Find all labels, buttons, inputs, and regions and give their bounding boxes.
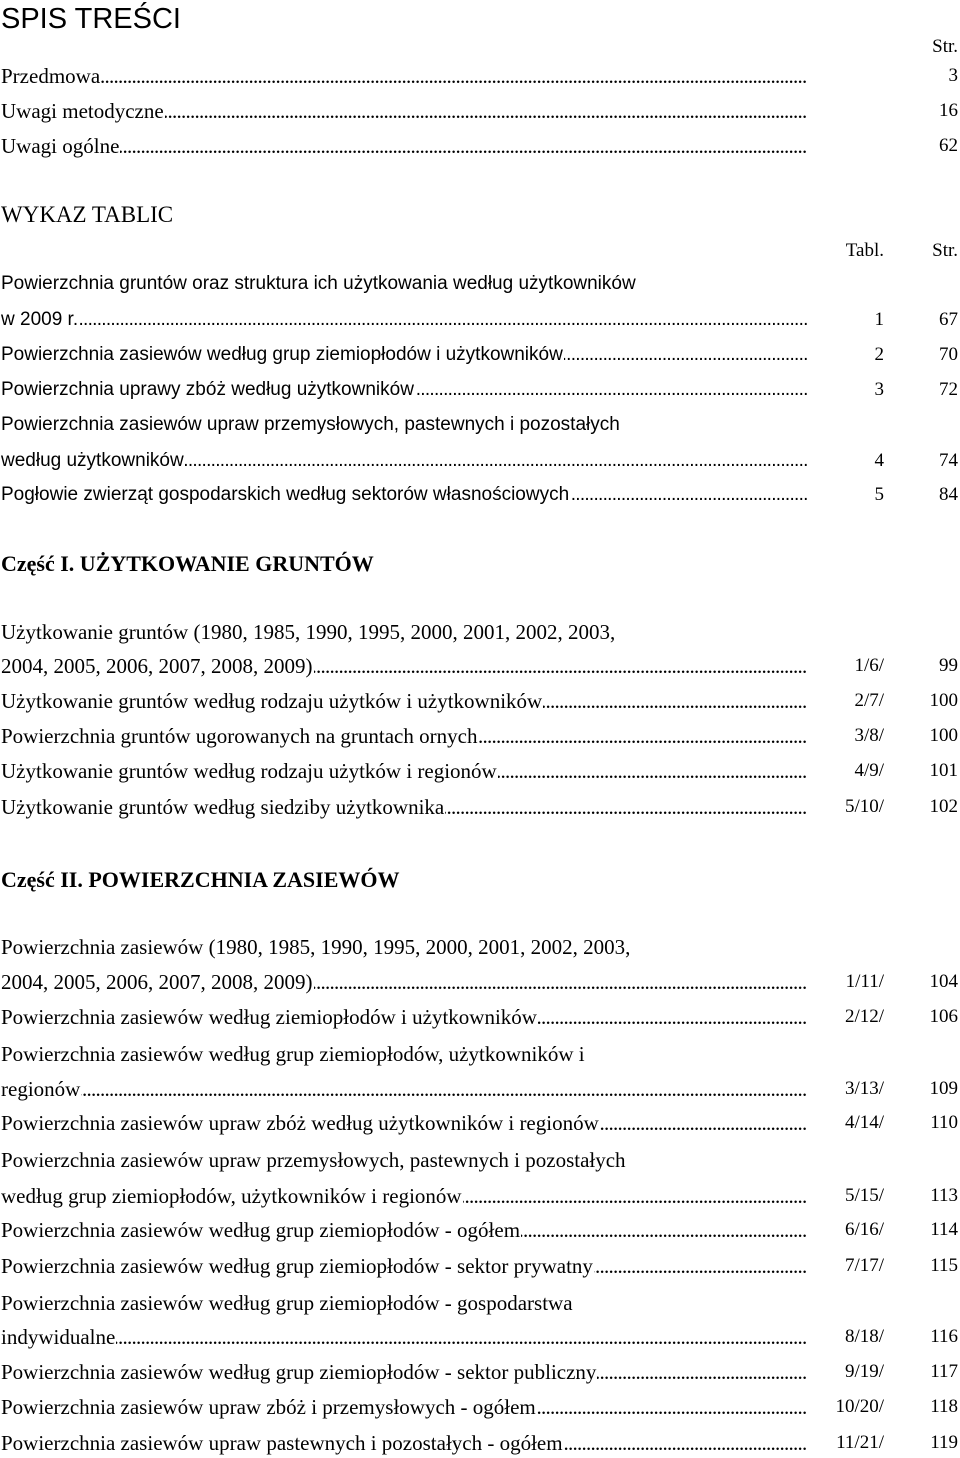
toc-entry-label: Uwagi ogólne — [1, 134, 120, 158]
toc-entry[interactable] — [0, 1108, 960, 1138]
toc-entry-label: Powierzchnia zasiewów (1980, 1985, 1990, 1995, 2000, 2001, 2002, 2003, — [1, 935, 631, 959]
toc-entry-line[interactable] — [0, 1145, 960, 1175]
front-header-row — [0, 32, 960, 62]
toc-entry-line[interactable] — [0, 1288, 960, 1318]
toc-entry[interactable] — [0, 1002, 960, 1032]
toc-entry-table: 4/14/ — [844, 1112, 884, 1133]
toc-entry[interactable] — [0, 651, 960, 681]
toc-entry-line[interactable] — [0, 932, 960, 962]
toc-entry-table: 1 — [874, 309, 884, 330]
page-title: SPIS TREŚCI — [1, 3, 181, 35]
toc-entry-label: Przedmowa — [1, 64, 101, 88]
wykaz-column-headers — [0, 236, 960, 266]
section-heading-wykaz: WYKAZ TABLIC — [1, 202, 174, 227]
toc-entry-page: 74 — [939, 450, 958, 471]
toc-entry-label: Powierzchnia zasiewów według grup ziemiopłodów - gospodarstwa — [1, 1291, 573, 1315]
toc-entry[interactable] — [0, 375, 960, 405]
toc-entry[interactable] — [0, 305, 960, 335]
toc-entry-table: 1/6/ — [854, 655, 884, 676]
toc-entry-table: 8/18/ — [844, 1326, 884, 1347]
toc-entry-table: 1/11/ — [845, 971, 884, 992]
toc-entry-page: 99 — [939, 655, 958, 676]
toc-entry-line[interactable] — [0, 269, 960, 299]
toc-entry-table: 9/19/ — [844, 1361, 884, 1382]
column-header-str: Str. — [932, 240, 958, 261]
toc-entry-label: Użytkowanie gruntów według rodzaju użytków i regionów — [1, 759, 497, 783]
toc-entry-table: 2 — [874, 344, 884, 365]
toc-entry-label: 2004, 2005, 2006, 2007, 2008, 2009) — [1, 654, 313, 678]
toc-entry[interactable] — [0, 96, 960, 126]
toc-entry-label: w 2009 r. — [1, 309, 79, 330]
toc-entry[interactable] — [0, 1392, 960, 1422]
toc-entry-label: Pogłowie zwierząt gospodarskich według sektorów własnościowych — [1, 484, 570, 505]
toc-entry-page: 115 — [930, 1255, 958, 1276]
toc-entry-table: 11/21/ — [836, 1432, 884, 1453]
toc-entry-label: Powierzchnia zasiewów upraw przemysłowych, pastewnych i pozostałych — [1, 1148, 626, 1172]
toc-entry[interactable] — [0, 1428, 960, 1458]
toc-entry-table: 3 — [874, 379, 884, 400]
toc-entry-line[interactable] — [0, 410, 960, 440]
toc-entry[interactable] — [0, 1357, 960, 1387]
section-heading-part2: Część II. POWIERZCHNIA ZASIEWÓW — [1, 867, 400, 892]
toc-entry[interactable] — [0, 131, 960, 161]
toc-entry-page: 118 — [930, 1396, 958, 1417]
toc-entry[interactable] — [0, 480, 960, 510]
section-heading-part1: Część I. UŻYTKOWANIE GRUNTÓW — [1, 551, 374, 576]
toc-entry-line[interactable] — [0, 617, 960, 647]
toc-entry-table: 3/13/ — [844, 1078, 884, 1099]
toc-entry-page: 109 — [929, 1078, 958, 1099]
toc-entry-table: 3/8/ — [854, 725, 884, 746]
toc-entry-label: regionów — [1, 1077, 81, 1101]
toc-entry[interactable] — [0, 792, 960, 822]
toc-entry-page: 104 — [929, 971, 958, 992]
toc-entry[interactable] — [0, 1181, 960, 1211]
toc-entry[interactable] — [0, 1074, 960, 1104]
toc-entry-label: Powierzchnia zasiewów upraw zbóż według użytkowników i regionów — [1, 1111, 599, 1135]
toc-entry-label: Powierzchnia gruntów oraz struktura ich użytkowania według użytkowników — [1, 273, 636, 294]
toc-entry-label: według grup ziemiopłodów, użytkowników i regionów — [1, 1184, 462, 1208]
toc-entry-label: Użytkowanie gruntów według rodzaju użytków i użytkowników — [1, 689, 543, 713]
toc-entry-page: 113 — [930, 1185, 958, 1206]
toc-entry[interactable] — [0, 756, 960, 786]
toc-entry-label: Powierzchnia zasiewów upraw zbóż i przemysłowych - ogółem — [1, 1395, 536, 1419]
toc-entry[interactable] — [0, 967, 960, 997]
toc-entry-label: indywidualne — [1, 1325, 116, 1349]
toc-entry-table: 5 — [874, 484, 884, 505]
toc-entry[interactable] — [0, 686, 960, 716]
toc-entry-page: 67 — [939, 309, 958, 330]
toc-entry-label: według użytkowników — [1, 450, 184, 471]
toc-entry-page: 72 — [939, 379, 958, 400]
toc-entry-page: 100 — [929, 690, 958, 711]
toc-entry-page: 117 — [930, 1361, 958, 1382]
toc-entry-label: Powierzchnia zasiewów według grup ziemiopłodów, użytkowników i — [1, 1042, 585, 1066]
toc-entry-page: 119 — [930, 1432, 958, 1453]
toc-entry-table: 10/20/ — [835, 1396, 884, 1417]
toc-entry-table: 5/10/ — [844, 796, 884, 817]
toc-entry-label: Powierzchnia zasiewów upraw pastewnych i pozostałych - ogółem — [1, 1431, 563, 1455]
toc-entry-label: Powierzchnia zasiewów według grup ziemiopłodów i użytkowników — [1, 344, 563, 365]
toc-entry-label: Uwagi metodyczne — [1, 99, 164, 123]
toc-entry-page: 116 — [930, 1326, 958, 1347]
toc-entry-table: 2/7/ — [854, 690, 884, 711]
toc-entry[interactable] — [0, 721, 960, 751]
toc-entry[interactable] — [0, 1215, 960, 1245]
toc-entry-page: 110 — [930, 1112, 958, 1133]
toc-entry-label: Powierzchnia zasiewów upraw przemysłowych, pastewnych i pozostałych — [1, 414, 620, 435]
toc-entry-page: 3 — [948, 65, 958, 86]
toc-entry-label: Powierzchnia zasiewów według grup ziemiopłodów - sektor publiczny — [1, 1360, 597, 1384]
toc-entry-table: 2/12/ — [844, 1006, 884, 1027]
toc-entry-line[interactable] — [0, 1039, 960, 1069]
toc-entry-label: Użytkowanie gruntów według siedziby użytkownika — [1, 795, 445, 819]
toc-entry-label: Powierzchnia zasiewów według grup ziemiopłodów - ogółem — [1, 1218, 521, 1242]
toc-entry-table: 4/9/ — [854, 760, 884, 781]
toc-entry[interactable] — [0, 61, 960, 91]
toc-entry-table: 7/17/ — [844, 1255, 884, 1276]
toc-entry-page: 106 — [929, 1006, 958, 1027]
toc-entry-label: 2004, 2005, 2006, 2007, 2008, 2009) — [1, 970, 313, 994]
toc-entry-page: 100 — [929, 725, 958, 746]
toc-entry-page: 70 — [939, 344, 958, 365]
toc-entry-label: Powierzchnia zasiewów według ziemiopłodów i użytkowników — [1, 1005, 537, 1029]
toc-entry[interactable] — [0, 340, 960, 370]
toc-entry-page: 102 — [929, 796, 958, 817]
toc-entry-label: Powierzchnia uprawy zbóż według użytkowników — [1, 379, 414, 400]
column-header-tabl: Tabl. — [845, 240, 884, 261]
toc-entry-page: 101 — [929, 760, 958, 781]
toc-entry-label: Powierzchnia zasiewów według grup ziemiopłodów - sektor prywatny — [1, 1254, 593, 1278]
toc-entry-page: 16 — [939, 100, 958, 121]
toc-entry-label: Użytkowanie gruntów (1980, 1985, 1990, 1995, 2000, 2001, 2002, 2003, — [1, 620, 616, 644]
toc-entry[interactable] — [0, 1322, 960, 1352]
toc-entry-page: 62 — [939, 135, 958, 156]
toc-entry-page: 84 — [939, 484, 958, 505]
column-header-str: Str. — [932, 36, 958, 57]
toc-entry-table: 6/16/ — [844, 1219, 884, 1240]
toc-entry-table: 4 — [874, 450, 884, 471]
toc-entry-label: Powierzchnia gruntów ugorowanych na gruntach ornych — [1, 724, 478, 748]
toc-entry[interactable] — [0, 1251, 960, 1281]
toc-entry-page: 114 — [930, 1219, 958, 1240]
toc-entry[interactable] — [0, 446, 960, 476]
toc-entry-table: 5/15/ — [844, 1185, 884, 1206]
